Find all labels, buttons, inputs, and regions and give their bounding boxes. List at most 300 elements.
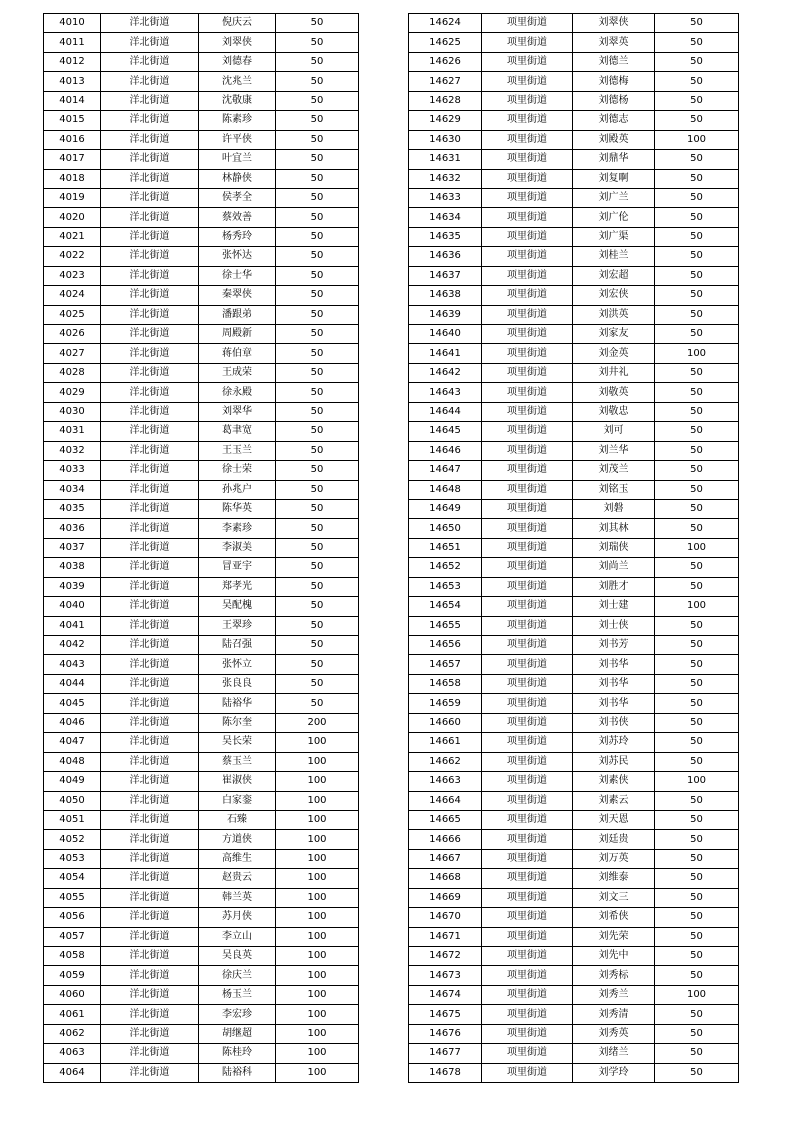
amount-cell: 100 [655,344,739,363]
name-cell: 沈兆兰 [199,72,276,91]
amount-cell: 50 [655,849,739,868]
serial-number-cell: 14674 [409,985,482,1004]
table-row [44,441,359,460]
table-row [409,597,739,616]
table-row [44,655,359,674]
amount-cell: 50 [655,577,739,596]
street-cell: 洋北街道 [101,14,199,33]
serial-number-cell: 4031 [44,422,101,441]
name-cell: 刘殿英 [573,130,655,149]
serial-number-cell: 14640 [409,325,482,344]
table-row [44,830,359,849]
serial-number-cell: 14667 [409,849,482,868]
amount-cell: 50 [276,577,359,596]
amount-cell: 50 [655,655,739,674]
name-cell: 刘胜才 [573,577,655,596]
street-cell: 洋北街道 [101,558,199,577]
amount-cell: 50 [655,305,739,324]
name-cell: 刘金英 [573,344,655,363]
table-row [409,791,739,810]
table-row [409,499,739,518]
serial-number-cell: 14650 [409,519,482,538]
serial-number-cell: 14663 [409,772,482,791]
name-cell: 王玉兰 [199,441,276,460]
street-cell: 项里街道 [482,538,573,557]
amount-cell: 100 [276,927,359,946]
table-row [409,1024,739,1043]
table-row [409,772,739,791]
serial-number-cell: 4025 [44,305,101,324]
name-cell: 杨玉兰 [199,985,276,1004]
table-row [409,1044,739,1063]
amount-cell: 100 [276,849,359,868]
serial-number-cell: 4050 [44,791,101,810]
street-cell: 洋北街道 [101,713,199,732]
table-row [44,674,359,693]
name-cell: 刘素侠 [573,772,655,791]
serial-number-cell: 14626 [409,52,482,71]
street-cell: 项里街道 [482,655,573,674]
name-cell: 吴配槐 [199,597,276,616]
table-row [44,91,359,110]
serial-number-cell: 14642 [409,363,482,382]
street-cell: 项里街道 [482,791,573,810]
amount-cell: 50 [276,363,359,382]
amount-cell: 50 [276,150,359,169]
name-cell: 刘书华 [573,674,655,693]
street-cell: 项里街道 [482,1044,573,1063]
amount-cell: 50 [655,752,739,771]
serial-number-cell: 4046 [44,713,101,732]
serial-number-cell: 4041 [44,616,101,635]
amount-cell: 100 [276,830,359,849]
name-cell: 刘敬英 [573,383,655,402]
table-row [409,538,739,557]
left-table-body [44,14,359,1083]
name-cell: 刘德兰 [573,52,655,71]
serial-number-cell: 14672 [409,947,482,966]
name-cell: 刘鼎华 [573,150,655,169]
name-cell: 吴良英 [199,947,276,966]
street-cell: 洋北街道 [101,616,199,635]
serial-number-cell: 14648 [409,480,482,499]
amount-cell: 100 [276,1024,359,1043]
street-cell: 洋北街道 [101,169,199,188]
name-cell: 李素珍 [199,519,276,538]
serial-number-cell: 14666 [409,830,482,849]
amount-cell: 100 [655,985,739,1004]
amount-cell: 50 [655,1063,739,1082]
name-cell: 刘德梅 [573,72,655,91]
street-cell: 项里街道 [482,286,573,305]
name-cell: 蒋伯章 [199,344,276,363]
name-cell: 刘绪兰 [573,1044,655,1063]
serial-number-cell: 14677 [409,1044,482,1063]
serial-number-cell: 4033 [44,461,101,480]
name-cell: 石臻 [199,810,276,829]
street-cell: 项里街道 [482,869,573,888]
street-cell: 洋北街道 [101,966,199,985]
table-row [44,33,359,52]
table-row [409,869,739,888]
table-row [44,363,359,382]
serial-number-cell: 14628 [409,91,482,110]
amount-cell: 100 [276,810,359,829]
table-row [409,344,739,363]
name-cell: 李淑美 [199,538,276,557]
amount-cell: 100 [276,869,359,888]
name-cell: 叶宜兰 [199,150,276,169]
table-row [44,558,359,577]
right-table [408,13,739,1083]
name-cell: 张良良 [199,674,276,693]
serial-number-cell: 14639 [409,305,482,324]
amount-cell: 50 [655,713,739,732]
name-cell: 刘苏玲 [573,733,655,752]
name-cell: 秦翠侠 [199,286,276,305]
name-cell: 侯孝全 [199,188,276,207]
name-cell: 许平侠 [199,130,276,149]
serial-number-cell: 14629 [409,111,482,130]
table-row [44,422,359,441]
serial-number-cell: 14644 [409,402,482,421]
table-row [409,985,739,1004]
serial-number-cell: 4063 [44,1044,101,1063]
amount-cell: 50 [655,208,739,227]
street-cell: 项里街道 [482,888,573,907]
street-cell: 项里街道 [482,169,573,188]
name-cell: 刘翠侠 [199,33,276,52]
street-cell: 洋北街道 [101,188,199,207]
serial-number-cell: 4042 [44,636,101,655]
amount-cell: 50 [655,810,739,829]
street-cell: 项里街道 [482,694,573,713]
street-cell: 项里街道 [482,849,573,868]
table-row [409,91,739,110]
name-cell: 徐士华 [199,266,276,285]
serial-number-cell: 14659 [409,694,482,713]
street-cell: 洋北街道 [101,247,199,266]
amount-cell: 100 [655,772,739,791]
name-cell: 苏月侠 [199,908,276,927]
street-cell: 洋北街道 [101,91,199,110]
serial-number-cell: 4039 [44,577,101,596]
serial-number-cell: 14668 [409,869,482,888]
name-cell: 高维生 [199,849,276,868]
serial-number-cell: 14675 [409,1005,482,1024]
table-row [44,480,359,499]
street-cell: 洋北街道 [101,402,199,421]
amount-cell: 100 [655,597,739,616]
name-cell: 刘素云 [573,791,655,810]
street-cell: 项里街道 [482,966,573,985]
serial-number-cell: 4054 [44,869,101,888]
serial-number-cell: 14636 [409,247,482,266]
amount-cell: 50 [655,888,739,907]
table-row [44,908,359,927]
name-cell: 蔡玉兰 [199,752,276,771]
amount-cell: 50 [276,519,359,538]
table-row [409,305,739,324]
serial-number-cell: 4055 [44,888,101,907]
street-cell: 洋北街道 [101,422,199,441]
name-cell: 方道侠 [199,830,276,849]
serial-number-cell: 14660 [409,713,482,732]
amount-cell: 50 [276,266,359,285]
name-cell: 刘书华 [573,655,655,674]
name-cell: 韩兰英 [199,888,276,907]
street-cell: 洋北街道 [101,1005,199,1024]
amount-cell: 50 [655,52,739,71]
serial-number-cell: 14627 [409,72,482,91]
amount-cell: 50 [276,305,359,324]
serial-number-cell: 4020 [44,208,101,227]
amount-cell: 50 [276,72,359,91]
table-row [44,208,359,227]
street-cell: 项里街道 [482,713,573,732]
name-cell: 刘士侠 [573,616,655,635]
street-cell: 项里街道 [482,577,573,596]
serial-number-cell: 4010 [44,14,101,33]
table-row [44,985,359,1004]
table-row [409,208,739,227]
table-row [409,72,739,91]
serial-number-cell: 14646 [409,441,482,460]
name-cell: 杨秀玲 [199,227,276,246]
table-row [44,694,359,713]
amount-cell: 50 [655,927,739,946]
amount-cell: 50 [655,694,739,713]
table-row [409,111,739,130]
name-cell: 刘广渠 [573,227,655,246]
serial-number-cell: 14673 [409,966,482,985]
name-cell: 刘文三 [573,888,655,907]
table-row [44,227,359,246]
amount-cell: 100 [276,772,359,791]
amount-cell: 50 [655,519,739,538]
serial-number-cell: 4011 [44,33,101,52]
name-cell: 刘宏侠 [573,286,655,305]
street-cell: 洋北街道 [101,538,199,557]
amount-cell: 50 [655,966,739,985]
table-row [44,344,359,363]
street-cell: 洋北街道 [101,636,199,655]
name-cell: 陆裕华 [199,694,276,713]
table-row [409,519,739,538]
name-cell: 刘翠英 [573,33,655,52]
street-cell: 洋北街道 [101,441,199,460]
table-row [409,422,739,441]
table-row [44,402,359,421]
name-cell: 刘先荣 [573,927,655,946]
amount-cell: 50 [276,169,359,188]
name-cell: 刘维泰 [573,869,655,888]
table-row [409,227,739,246]
street-cell: 洋北街道 [101,1063,199,1082]
name-cell: 刘井礼 [573,363,655,382]
table-row [44,597,359,616]
street-cell: 项里街道 [482,519,573,538]
name-cell: 崔淑侠 [199,772,276,791]
serial-number-cell: 14676 [409,1024,482,1043]
amount-cell: 50 [276,422,359,441]
amount-cell: 50 [276,558,359,577]
amount-cell: 50 [276,636,359,655]
amount-cell: 100 [276,908,359,927]
amount-cell: 100 [276,947,359,966]
name-cell: 潘跟弟 [199,305,276,324]
amount-cell: 50 [655,830,739,849]
street-cell: 项里街道 [482,344,573,363]
street-cell: 洋北街道 [101,227,199,246]
table-row [409,810,739,829]
street-cell: 项里街道 [482,383,573,402]
name-cell: 陈素珍 [199,111,276,130]
table-row [409,694,739,713]
amount-cell: 50 [655,480,739,499]
street-cell: 项里街道 [482,616,573,635]
name-cell: 刘德杨 [573,91,655,110]
street-cell: 项里街道 [482,422,573,441]
name-cell: 胡继超 [199,1024,276,1043]
amount-cell: 50 [655,636,739,655]
serial-number-cell: 14657 [409,655,482,674]
name-cell: 孙兆户 [199,480,276,499]
serial-number-cell: 14664 [409,791,482,810]
amount-cell: 50 [276,344,359,363]
serial-number-cell: 4064 [44,1063,101,1082]
table-row [409,188,739,207]
name-cell: 沈敬康 [199,91,276,110]
amount-cell: 50 [276,14,359,33]
serial-number-cell: 14634 [409,208,482,227]
table-row [44,461,359,480]
name-cell: 刘广伦 [573,208,655,227]
table-row [44,772,359,791]
table-row [409,733,739,752]
street-cell: 洋北街道 [101,674,199,693]
serial-number-cell: 14669 [409,888,482,907]
table-row [44,1044,359,1063]
street-cell: 项里街道 [482,830,573,849]
serial-number-cell: 14671 [409,927,482,946]
serial-number-cell: 14656 [409,636,482,655]
serial-number-cell: 4044 [44,674,101,693]
name-cell: 刘家友 [573,325,655,344]
amount-cell: 100 [276,1005,359,1024]
table-row [409,130,739,149]
street-cell: 洋北街道 [101,908,199,927]
serial-number-cell: 4024 [44,286,101,305]
name-cell: 赵贵云 [199,869,276,888]
name-cell: 张怀立 [199,655,276,674]
serial-number-cell: 14647 [409,461,482,480]
name-cell: 刘翠华 [199,402,276,421]
street-cell: 洋北街道 [101,772,199,791]
street-cell: 项里街道 [482,927,573,946]
table-row [44,752,359,771]
street-cell: 项里街道 [482,908,573,927]
name-cell: 周殿新 [199,325,276,344]
table-row [44,305,359,324]
serial-number-cell: 14635 [409,227,482,246]
table-row [409,674,739,693]
amount-cell: 50 [655,188,739,207]
serial-number-cell: 14631 [409,150,482,169]
table-row [44,888,359,907]
amount-cell: 50 [276,208,359,227]
name-cell: 刘苏民 [573,752,655,771]
name-cell: 陈桂玲 [199,1044,276,1063]
name-cell: 刘书芳 [573,636,655,655]
street-cell: 项里街道 [482,325,573,344]
name-cell: 刘复啊 [573,169,655,188]
name-cell: 刘洪英 [573,305,655,324]
amount-cell: 50 [655,111,739,130]
serial-number-cell: 14678 [409,1063,482,1082]
table-row [44,538,359,557]
name-cell: 刘秀标 [573,966,655,985]
street-cell: 项里街道 [482,810,573,829]
serial-number-cell: 4035 [44,499,101,518]
serial-number-cell: 4017 [44,150,101,169]
table-row [44,1063,359,1082]
street-cell: 项里街道 [482,91,573,110]
table-row [44,519,359,538]
street-cell: 项里街道 [482,188,573,207]
table-row [409,325,739,344]
name-cell: 陆裕科 [199,1063,276,1082]
street-cell: 洋北街道 [101,499,199,518]
serial-number-cell: 4013 [44,72,101,91]
street-cell: 洋北街道 [101,130,199,149]
amount-cell: 50 [276,188,359,207]
street-cell: 项里街道 [482,985,573,1004]
street-cell: 项里街道 [482,227,573,246]
name-cell: 刘宏超 [573,266,655,285]
name-cell: 刘书侠 [573,713,655,732]
street-cell: 洋北街道 [101,810,199,829]
name-cell: 刘秀英 [573,1024,655,1043]
serial-number-cell: 4058 [44,947,101,966]
table-row [44,791,359,810]
table-row [409,150,739,169]
table-row [409,14,739,33]
amount-cell: 100 [276,733,359,752]
amount-cell: 50 [655,91,739,110]
street-cell: 洋北街道 [101,927,199,946]
amount-cell: 50 [276,441,359,460]
table-row [409,363,739,382]
street-cell: 项里街道 [482,14,573,33]
name-cell: 吴长荣 [199,733,276,752]
serial-number-cell: 4043 [44,655,101,674]
amount-cell: 50 [655,286,739,305]
street-cell: 项里街道 [482,636,573,655]
street-cell: 洋北街道 [101,111,199,130]
name-cell: 葛聿宽 [199,422,276,441]
table-row [409,169,739,188]
serial-number-cell: 14654 [409,597,482,616]
name-cell: 刘学玲 [573,1063,655,1082]
name-cell: 刘希侠 [573,908,655,927]
serial-number-cell: 14632 [409,169,482,188]
amount-cell: 100 [276,985,359,1004]
amount-cell: 50 [655,947,739,966]
amount-cell: 50 [655,247,739,266]
serial-number-cell: 4030 [44,402,101,421]
serial-number-cell: 14649 [409,499,482,518]
